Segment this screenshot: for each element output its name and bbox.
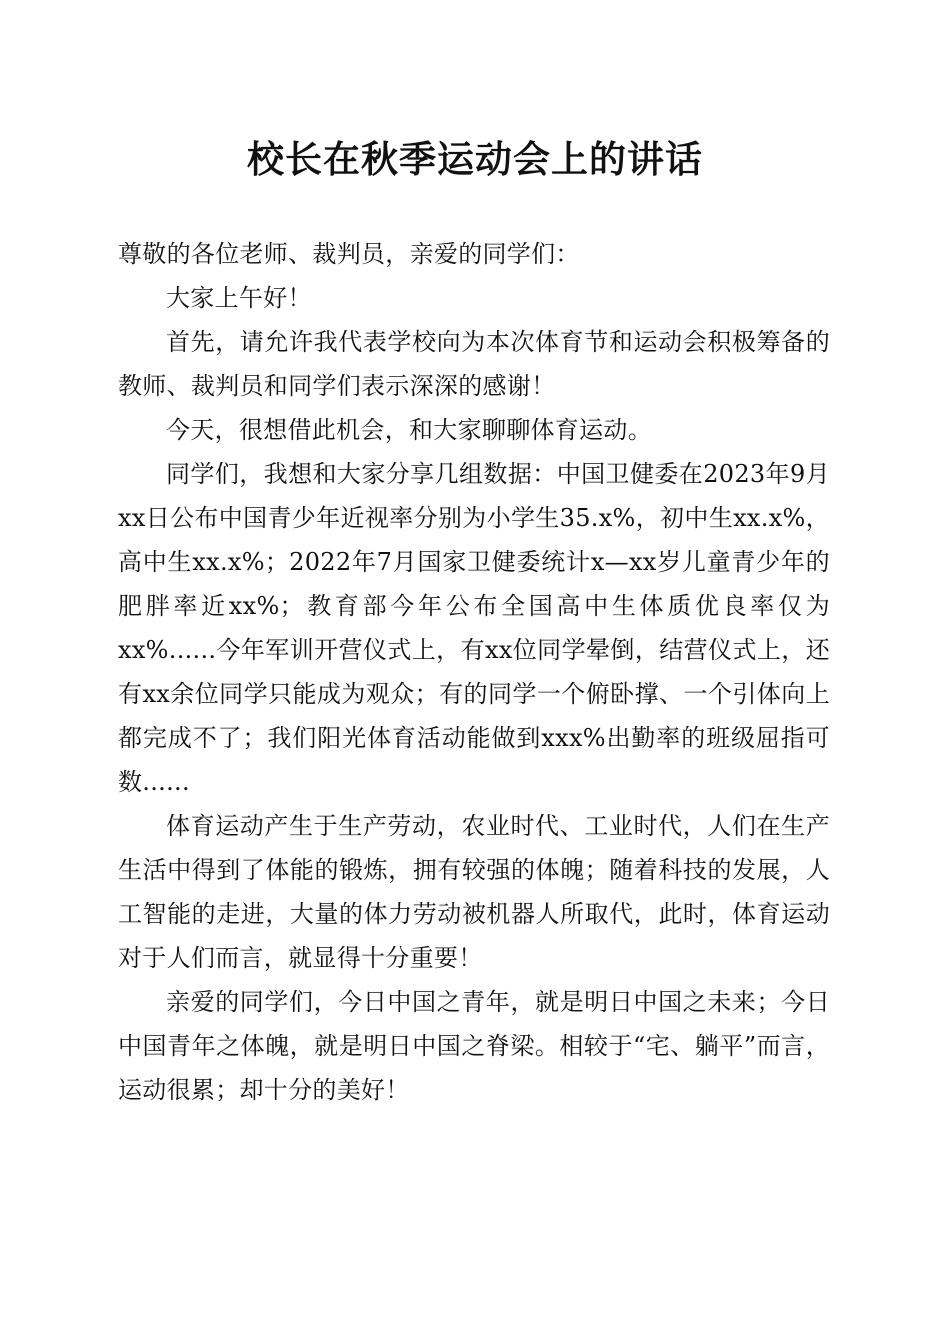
paragraph-data: 同学们，我想和大家分享几组数据：中国卫健委在2023年9月xx日公布中国青少年近视率分别为小学生35.x%，初中生xx.x%，高中生xx.x%；2022年7月国家卫健委统计x—xx岁儿童青少年的肥胖率近xx%；教育部今年公布全国高中生体质优良率仅为xx%......今年军训开营仪式上，有xx位同学晕倒，结营仪式上，还有xx余位同学只能成为观众；有的同学一个俯卧撑、一个引体向上都完成不了；我们阳光体育活动能做到xxx%出勤率的班级屈指可数......	[118, 460, 830, 796]
paragraph-greeting: 大家上午好！	[166, 284, 312, 312]
paragraph-thanks: 首先，请允许我代表学校向为本次体育节和运动会积极筹备的教师、裁判员和同学们表示深深的感谢！	[118, 328, 830, 400]
document-title: 校长在秋季运动会上的讲话	[247, 137, 703, 181]
document-body	[118, 232, 830, 1112]
paragraph-history: 体育运动产生于生产劳动，农业时代、工业时代，人们在生产生活中得到了体能的锻炼，拥有较强的体魄；随着科技的发展，人工智能的走进，大量的体力劳动被机器人所取代，此时，体育运动对于人们而言，就显得十分重要！	[118, 812, 830, 972]
salutation: 尊敬的各位老师、裁判员，亲爱的同学们：	[118, 240, 580, 268]
paragraph-topic: 今天，很想借此机会，和大家聊聊体育运动。	[166, 416, 652, 444]
paragraph-closing: 亲爱的同学们，今日中国之青年，就是明日中国之未来；今日中国青年之体魄，就是明日中国之脊梁。相较于“宅、躺平”而言，运动很累；却十分的美好！	[118, 988, 830, 1104]
